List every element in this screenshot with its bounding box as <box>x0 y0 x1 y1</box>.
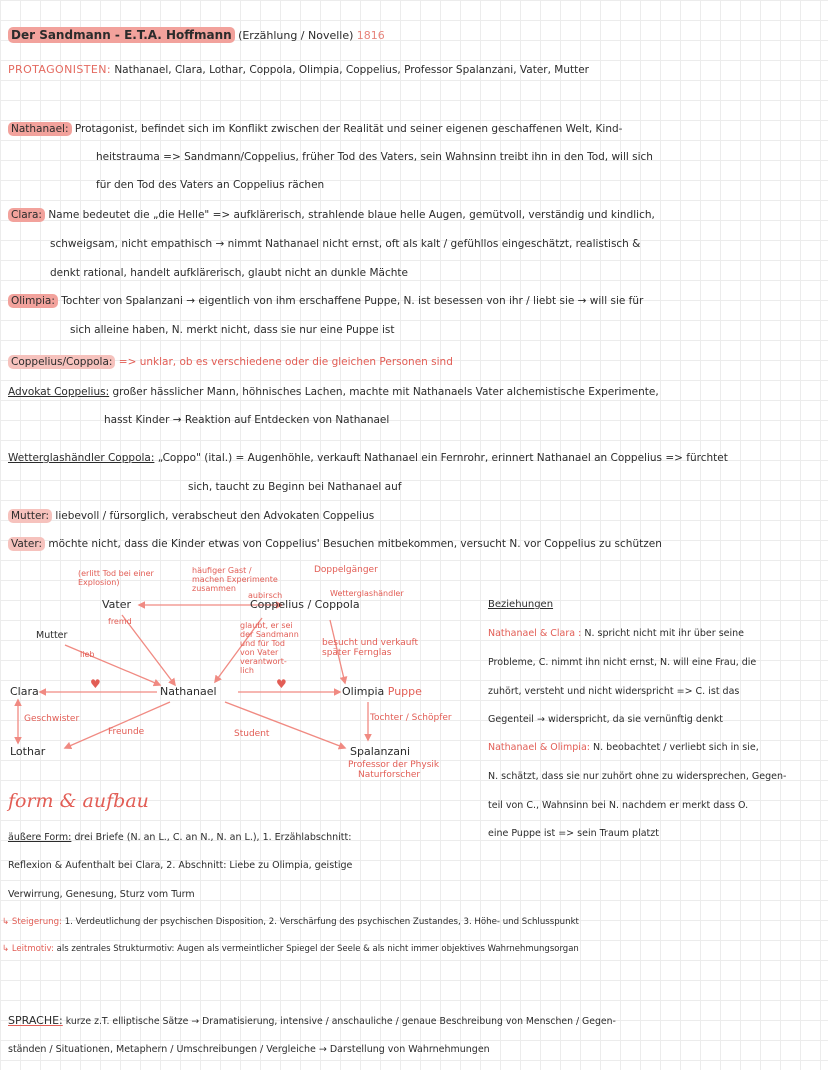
clara-text-2: schweigsam, nicht empathisch → nimmt Nathanael nicht ernst, oft als kalt / gefühllos eingeschätzt, realistisch & <box>50 238 641 250</box>
aussere-line-3: Verwirrung, Genesung, Sturz vom Turm <box>8 889 195 900</box>
note-freunde: Freunde <box>108 727 145 737</box>
note-aubirsch: aubirsch <box>248 591 283 600</box>
note-besucht: besucht und verkauft später Fernglas <box>322 638 419 658</box>
nc-label: Nathanael & Clara : <box>488 628 582 639</box>
advokat-label: Advokat Coppelius: <box>8 386 110 398</box>
nc-line-2: Probleme, C. nimmt ihn nicht ernst, N. will eine Frau, die <box>488 657 757 668</box>
heart-icon-clara: ♥ <box>90 677 101 691</box>
nathanael-text-3: für den Tod des Vaters an Coppelius rächen <box>96 179 325 191</box>
nc-line-3: zuhört, versteht und nicht widerspricht => C. ist das <box>488 686 740 697</box>
no-label: Nathanael & Olimpia: <box>488 742 590 753</box>
arrow-nathanael-spalanzani <box>225 702 345 748</box>
node-olimpia: Olimpia Puppe <box>342 685 422 698</box>
advokat-text-2: hasst Kinder → Reaktion auf Entdecken von Nathanael <box>104 414 390 426</box>
nc-line-4: Gegenteil → widerspricht, da sie vernünftig denkt <box>488 714 723 725</box>
no-line-2: N. schätzt, dass sie nur zuhört ohne zu widersprechen, Gegen- <box>488 771 787 782</box>
no-line-3: teil von C., Wahnsinn bei N. nachdem er merkt dass O. <box>488 800 749 811</box>
olimpia-text-1: Tochter von Spalanzani → eigentlich von ihm erschaffene Puppe, N. ist besessen von ihr / liebt sie → will sie für <box>61 295 644 307</box>
aussere-line-2: Reflexion & Aufenthalt bei Clara, 2. Abschnitt: Liebe zu Olimpia, geistige <box>8 860 353 871</box>
steigerung-line: ↳ Steigerung: 1. Verdeutlichung der psychischen Disposition, 2. Verschärfung des psychischen Zustandes, 3. Höhe- und Schlusspunkt <box>2 917 579 927</box>
vater-text: möchte nicht, dass die Kinder etwas von Coppelius' Besuchen mitbekommen, versucht N. vor Coppelius zu schützen <box>48 538 662 550</box>
sprache-line-1: SPRACHE: kurze z.T. elliptische Sätze → Dramatisierung, intensive / anschauliche / genaue Beschreibung von Menschen / Gegen- <box>8 1014 616 1027</box>
leitmotiv-label: ↳ Leitmotiv: <box>2 944 54 954</box>
note-student: Student <box>234 729 270 739</box>
note-tod: (erlitt Tod bei einer Explosion) <box>78 569 154 587</box>
no-line-1: Nathanael & Olimpia: N. beobachtet / verliebt sich in sie, <box>488 742 759 753</box>
arrow-nathanael-lothar <box>65 702 170 748</box>
olimpia-text-2: sich alleine haben, N. merkt nicht, dass sie nur eine Puppe ist <box>70 324 395 336</box>
beziehungen-title: Beziehungen <box>488 599 554 610</box>
clara-text-3: denkt rational, handelt aufklärerisch, glaubt nicht an dunkle Mächte <box>50 267 408 279</box>
clara-text-1: Name bedeutet die „die Helle" => aufklärerisch, strahlende blaue helle Augen, gemütvoll, verständig und kindlich, <box>48 209 655 221</box>
note-fremd: fremd <box>108 617 132 626</box>
vater-label: Vater: <box>8 537 45 551</box>
note-gast: häufiger Gast / machen Experimente zusammen <box>192 566 278 593</box>
coppcopp-label: Coppelius/Coppola: <box>8 355 115 369</box>
note-doppelgaenger: Doppelgänger <box>314 565 378 575</box>
note-geschwister: Geschwister <box>24 714 80 724</box>
sprache-label: SPRACHE: <box>8 1014 63 1027</box>
wetter-text-2: sich, taucht zu Beginn bei Nathanael auf <box>188 481 402 493</box>
node-spalanzani: Spalanzani <box>350 745 411 758</box>
aussere-line-1: äußere Form: drei Briefe (N. an L., C. an N., N. an L.), 1. Erzählabschnitt: <box>8 832 352 843</box>
note-lieb: lieb <box>80 650 95 659</box>
heart-icon-olimpia: ♥ <box>276 677 287 691</box>
aussere-label: äußere Form: <box>8 832 72 843</box>
note-tochter: Tochter / Schöpfer <box>370 713 452 723</box>
node-coppelius: Coppelius / Coppola <box>250 598 360 611</box>
wetter-label: Wetterglashändler Coppola: <box>8 452 155 464</box>
steigerung-label: ↳ Steigerung: <box>2 917 62 927</box>
year-label: 1816 <box>356 29 385 42</box>
coppcopp-text: => unklar, ob es verschiedene oder die gleichen Personen sind <box>118 356 453 368</box>
mutter-text: liebevoll / fürsorglich, verabscheut den Advokaten Coppelius <box>55 510 375 522</box>
nathanael-text-2: heitstrauma => Sandmann/Coppelius, früher Tod des Vaters, sein Wahnsinn treibt ihn in den Tod, will sich <box>96 151 653 163</box>
nc-line-1: Nathanael & Clara : N. spricht nicht mit ihr über seine <box>488 628 744 639</box>
nathanael-text-1: Protagonist, befindet sich im Konflikt zwischen der Realität und seiner eigenen geschaffenen Welt, Kind- <box>74 123 623 135</box>
node-lothar: Lothar <box>10 745 46 758</box>
note-professor: Professor der Physik Naturforscher <box>348 760 440 780</box>
node-mutter: Mutter <box>36 630 68 641</box>
note-wetterglas: Wetterglashändler <box>330 589 404 598</box>
clara-label: Clara: <box>8 208 45 222</box>
form-heading: form & aufbau <box>8 790 149 812</box>
note-glaubt: glaubt, er sei der Sandmann und für Tod von Vater verantwort- lich <box>240 621 299 675</box>
page-title: Der Sandmann - E.T.A. Hoffmann <box>8 27 235 43</box>
nathanael-label: Nathanael: <box>8 122 72 136</box>
node-nathanael: Nathanael <box>160 685 217 698</box>
protagonists-list: Nathanael, Clara, Lothar, Coppola, Olimpia, Coppelius, Professor Spalanzani, Vater, Mutter <box>114 64 589 76</box>
wetter-text-1: „Coppo" (ital.) = Augenhöhle, verkauft Nathanael ein Fernrohr, erinnert Nathanael an Coppelius => fürchtet <box>157 452 728 464</box>
mutter-label: Mutter: <box>8 509 52 523</box>
leitmotiv-line: ↳ Leitmotiv: als zentrales Strukturmotiv: Augen als vermeintlicher Spiegel der Seele & als nicht immer objektives Wahrnehmungsorgan <box>2 944 579 954</box>
genre-label: (Erzählung / Novelle) <box>238 29 354 42</box>
node-vater: Vater <box>102 598 132 611</box>
olimpia-label: Olimpia: <box>8 294 58 308</box>
advokat-text-1: großer hässlicher Mann, höhnisches Lachen, machte mit Nathanaels Vater alchemistische Experimente, <box>112 386 659 398</box>
protagonists-label: PROTAGONISTEN: <box>8 63 111 76</box>
no-line-4: eine Puppe ist => sein Traum platzt <box>488 828 659 839</box>
sprache-line-2: ständen / Situationen, Metaphern / Umschreibungen / Vergleiche → Darstellung von Wahrnehmungen <box>8 1044 490 1055</box>
node-clara: Clara <box>10 685 39 698</box>
